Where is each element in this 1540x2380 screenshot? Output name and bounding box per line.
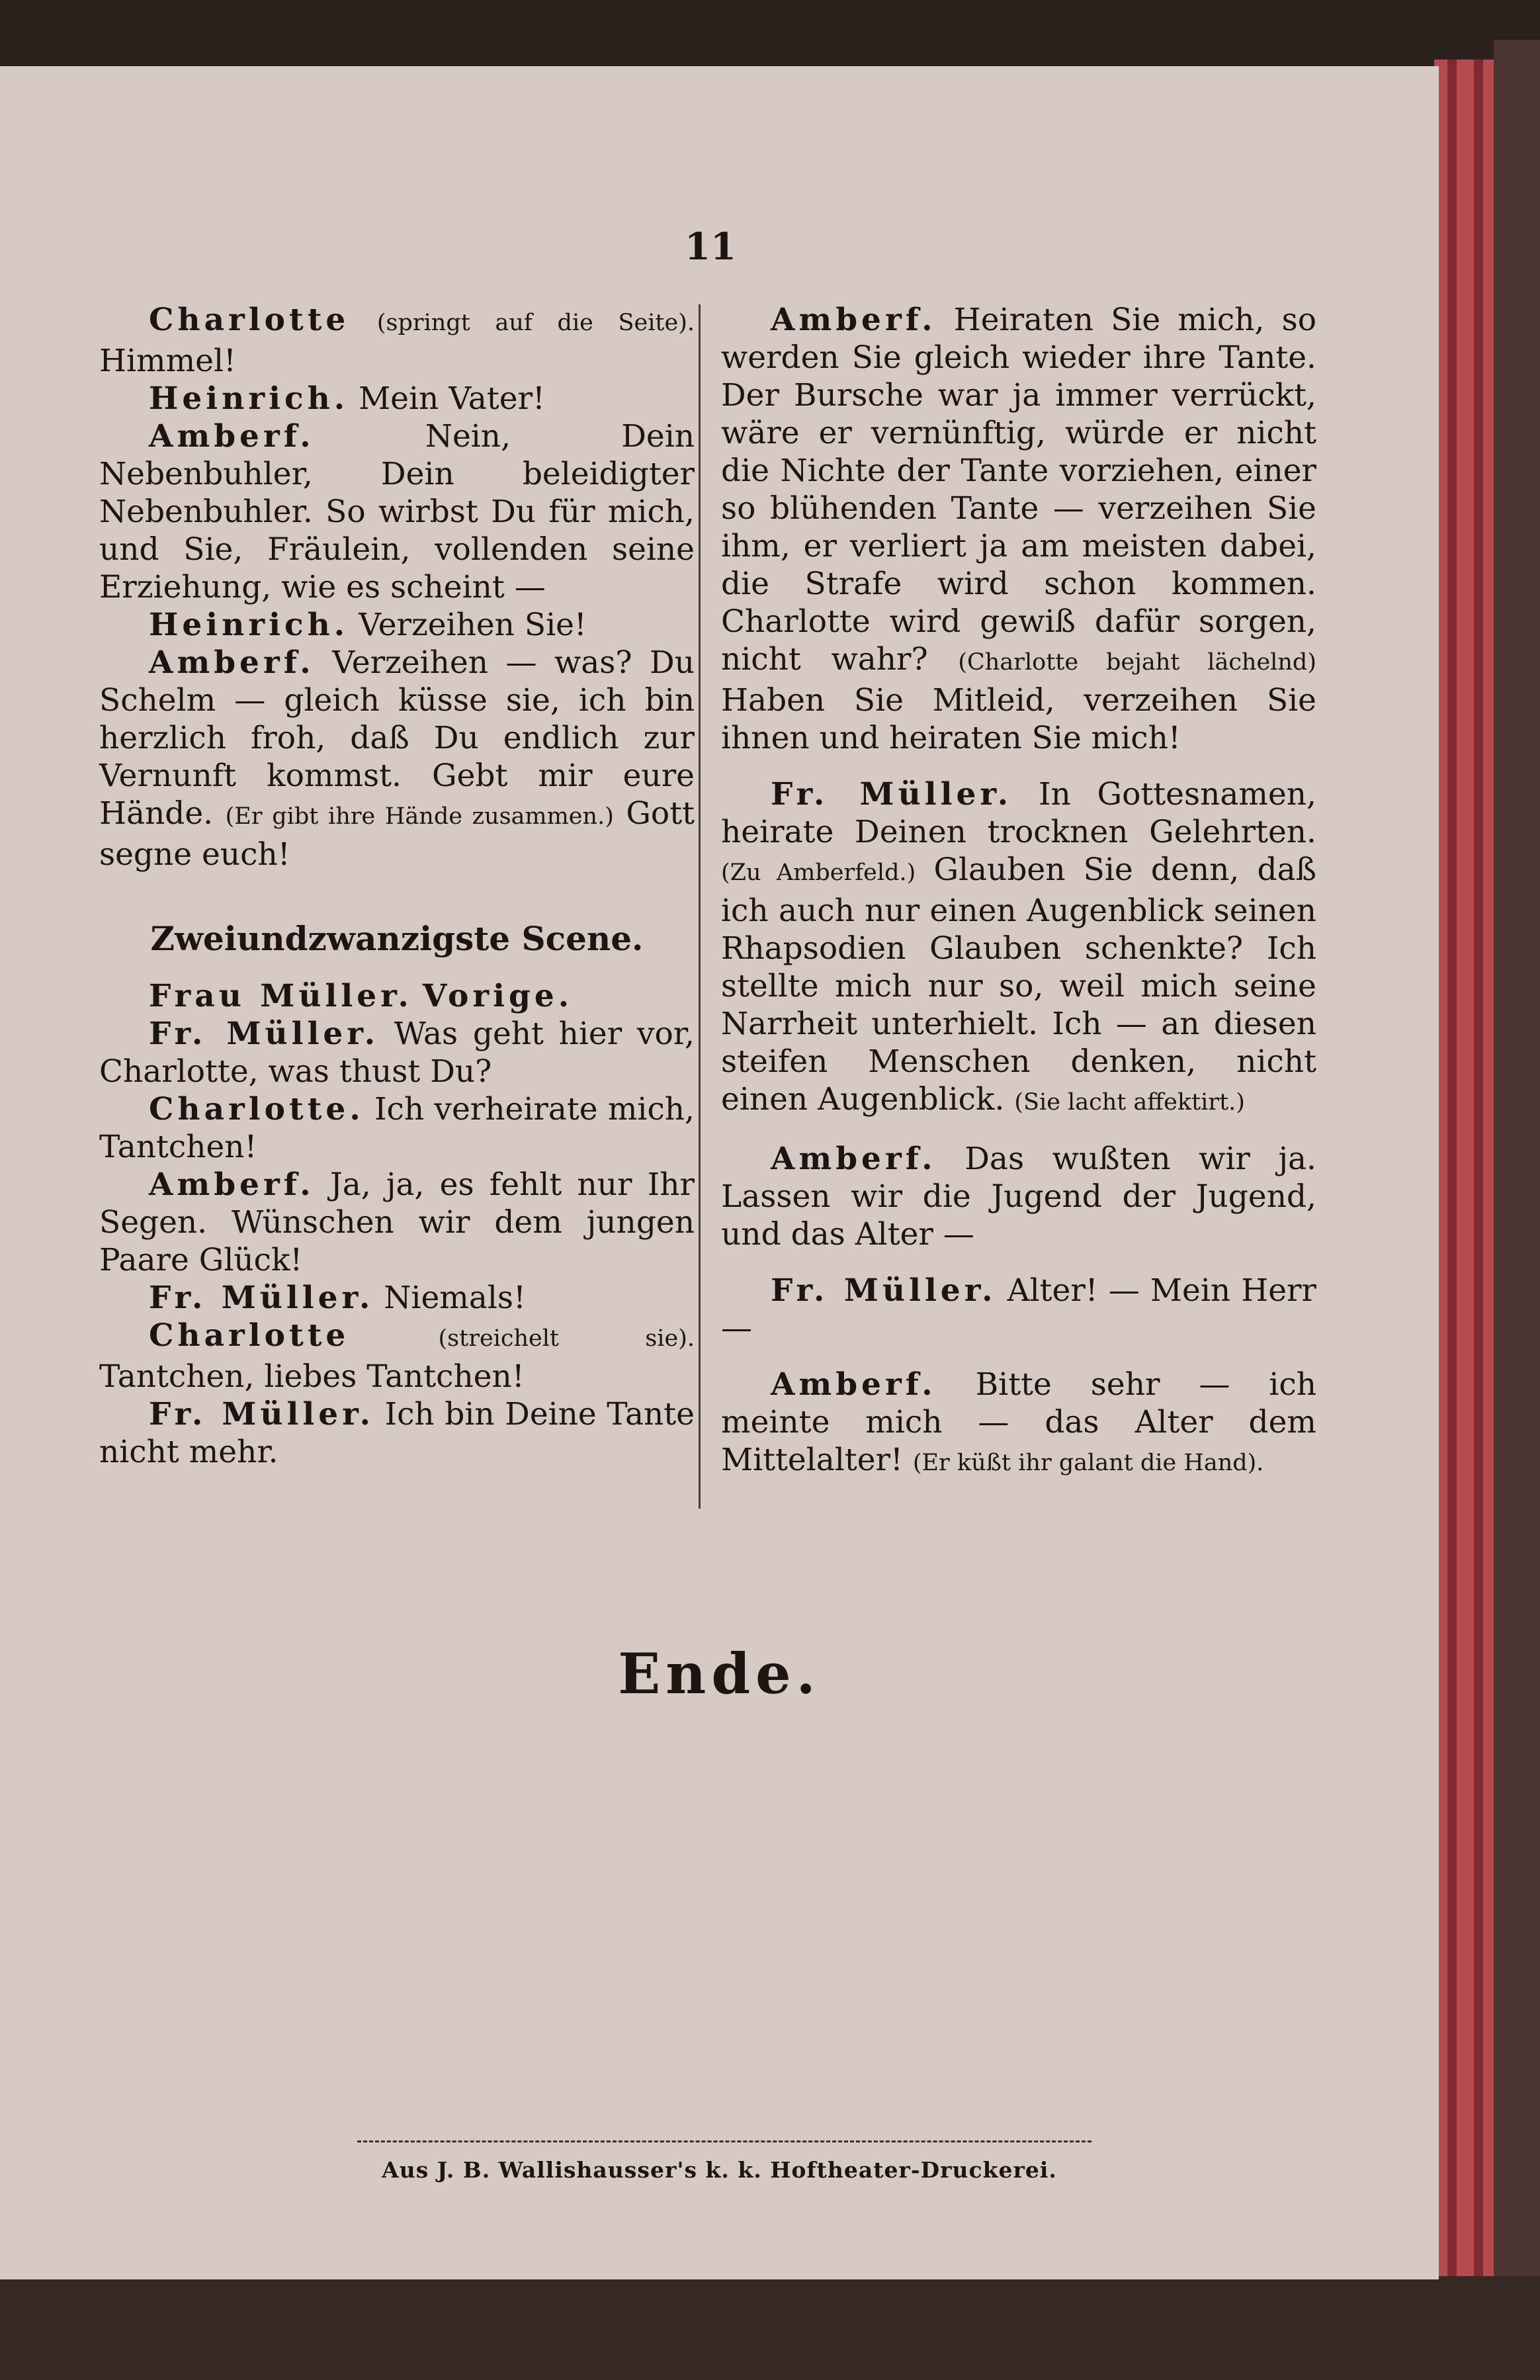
left-column bbox=[99, 301, 695, 1471]
dialogue-line bbox=[721, 775, 1316, 1122]
dialogue-line bbox=[99, 644, 695, 873]
stage-direction: (Er küßt ihr galant die Hand). bbox=[912, 1450, 1264, 1476]
speaker: Amberf. bbox=[771, 1366, 937, 1403]
right-column bbox=[721, 301, 1316, 1482]
stage-direction: (streichelt sie). bbox=[438, 1325, 695, 1352]
book-page bbox=[0, 66, 1439, 2279]
dialogue-line bbox=[99, 1279, 695, 1317]
line-text: Glauben Sie denn, daß ich auch nur einen Augenblick seinen Rhapsodien Glauben schenkte? Ich stellte mich nur so, weil mich seine Narrheit unterhielt. Ich — an diesen steifen Menschen denken, nicht einen Augenblick. bbox=[721, 852, 1316, 1118]
column-divider bbox=[699, 304, 701, 1509]
speaker: Fr. Müller. bbox=[771, 1272, 997, 1309]
printer-imprint: Aus J. B. Wallishausser's k. k. Hoftheater-Druckerei. bbox=[382, 2157, 1057, 2183]
line-text: Das wußten wir ja. Lassen wir die Jugend der Jugend, und das Alter — bbox=[721, 1141, 1316, 1253]
dialogue-line bbox=[721, 1272, 1316, 1347]
dialogue-line bbox=[99, 1395, 695, 1471]
stage-direction: (springt auf die Seite). bbox=[376, 310, 695, 336]
line-text: Nein, Dein Nebenbuhler, Dein beleidigter Nebenbuhler. So wirbst Du für mich, und Sie, Fräulein, vollenden seine Erziehung, wie es scheint — bbox=[99, 418, 695, 605]
line-text: Gott segne euch! bbox=[99, 795, 695, 873]
line-text: Bitte sehr — ich meinte mich — das Alter dem Mittelalter! bbox=[721, 1366, 1316, 1478]
line-text: Alter! — Mein Herr — bbox=[721, 1272, 1316, 1346]
footer-rule bbox=[357, 2140, 1091, 2142]
speaker: Amberf. bbox=[149, 418, 315, 455]
line-text: Was geht hier vor, Charlotte, was thust Du? bbox=[99, 1016, 695, 1090]
line-text: Ich bin Deine Tante nicht mehr. bbox=[99, 1396, 695, 1470]
speaker: Heinrich. bbox=[149, 380, 349, 417]
line-text: Tantchen, liebes Tantchen! bbox=[99, 1358, 525, 1395]
red-page-edge bbox=[1434, 60, 1494, 2283]
dialogue-line bbox=[99, 418, 695, 606]
speaker: Fr. Müller. bbox=[149, 1396, 374, 1432]
stage-direction: (Charlotte bejaht lächelnd) bbox=[958, 649, 1316, 676]
line-text: Haben Sie Mitleid, verzeihen Sie ihnen und heiraten Sie mich! bbox=[721, 682, 1316, 756]
dialogue-line bbox=[99, 1090, 695, 1166]
speaker: Fr. Müller. bbox=[771, 776, 1013, 813]
book-cover-edge bbox=[1494, 40, 1540, 2380]
line-text: Verzeihen Sie! bbox=[359, 607, 587, 643]
dialogue-line bbox=[721, 301, 1316, 757]
dialogue-line bbox=[99, 1015, 695, 1090]
ende-heading: Ende. bbox=[618, 1641, 821, 1706]
dialogue-line bbox=[721, 1140, 1316, 1253]
line-text: Niemals! bbox=[384, 1280, 526, 1316]
dialogue-line bbox=[99, 606, 695, 644]
line-text: In Gottesnamen, heirate Deinen trocknen Gelehrten. bbox=[721, 776, 1316, 850]
speaker: Amberf. bbox=[771, 302, 937, 338]
line-text: Ja, ja, es fehlt nur Ihr Segen. Wünschen wir dem jungen Paare Glück! bbox=[99, 1167, 695, 1278]
stage-direction: (Er gibt ihre Hände zusammen.) bbox=[225, 803, 614, 830]
dialogue-line bbox=[721, 1366, 1316, 1482]
line-text: Verzeihen — was? Du Schelm — gleich küsse sie, ich bin herzlich froh, daß Du endlich zur Vernunft kommst. Gebt mir eure Hände. bbox=[99, 644, 695, 832]
speaker: Charlotte. bbox=[149, 1091, 364, 1127]
line-text: Vorige. bbox=[422, 978, 574, 1014]
speaker: Fr. Müller. bbox=[149, 1016, 380, 1052]
line-text: Himmel! bbox=[99, 343, 236, 379]
dialogue-line bbox=[99, 1317, 695, 1395]
book-binding-top bbox=[0, 0, 1540, 73]
dialogue-line bbox=[99, 1166, 695, 1279]
speaker: Charlotte bbox=[149, 1317, 350, 1354]
stage-direction: (Zu Amberfeld.) bbox=[721, 859, 916, 886]
speaker: Heinrich. bbox=[149, 607, 349, 643]
speaker: Frau Müller. bbox=[149, 978, 413, 1014]
speaker: Fr. Müller. bbox=[149, 1280, 374, 1316]
line-text: Heiraten Sie mich, so werden Sie gleich wieder ihre Tante. Der Bursche war ja immer verrückt, wäre er vernünftig, würde er nicht die Nichte der Tante vorziehen, einer so blühenden Tante — verzeihen Sie ihm, er verliert ja am meisten dabei, die Strafe wird schon kommen. Charlotte wird gewiß dafür sorgen, nicht wahr? bbox=[721, 302, 1316, 678]
speaker: Amberf. bbox=[149, 1167, 315, 1203]
dialogue-line bbox=[99, 977, 695, 1015]
scene-title: Zweiundzwanzigste Scene. bbox=[150, 919, 644, 958]
speaker: Charlotte bbox=[149, 302, 350, 338]
book-binding-bottom bbox=[0, 2276, 1540, 2380]
dialogue-line bbox=[99, 301, 695, 380]
speaker: Amberf. bbox=[149, 644, 315, 681]
line-text: Ich verheirate mich, Tantchen! bbox=[99, 1091, 695, 1165]
stage-direction: (Sie lacht affektirt.) bbox=[1014, 1089, 1245, 1116]
page-number: 11 bbox=[685, 225, 736, 269]
speaker: Amberf. bbox=[771, 1141, 937, 1177]
dialogue-line bbox=[99, 380, 695, 418]
line-text: Mein Vater! bbox=[359, 380, 545, 417]
